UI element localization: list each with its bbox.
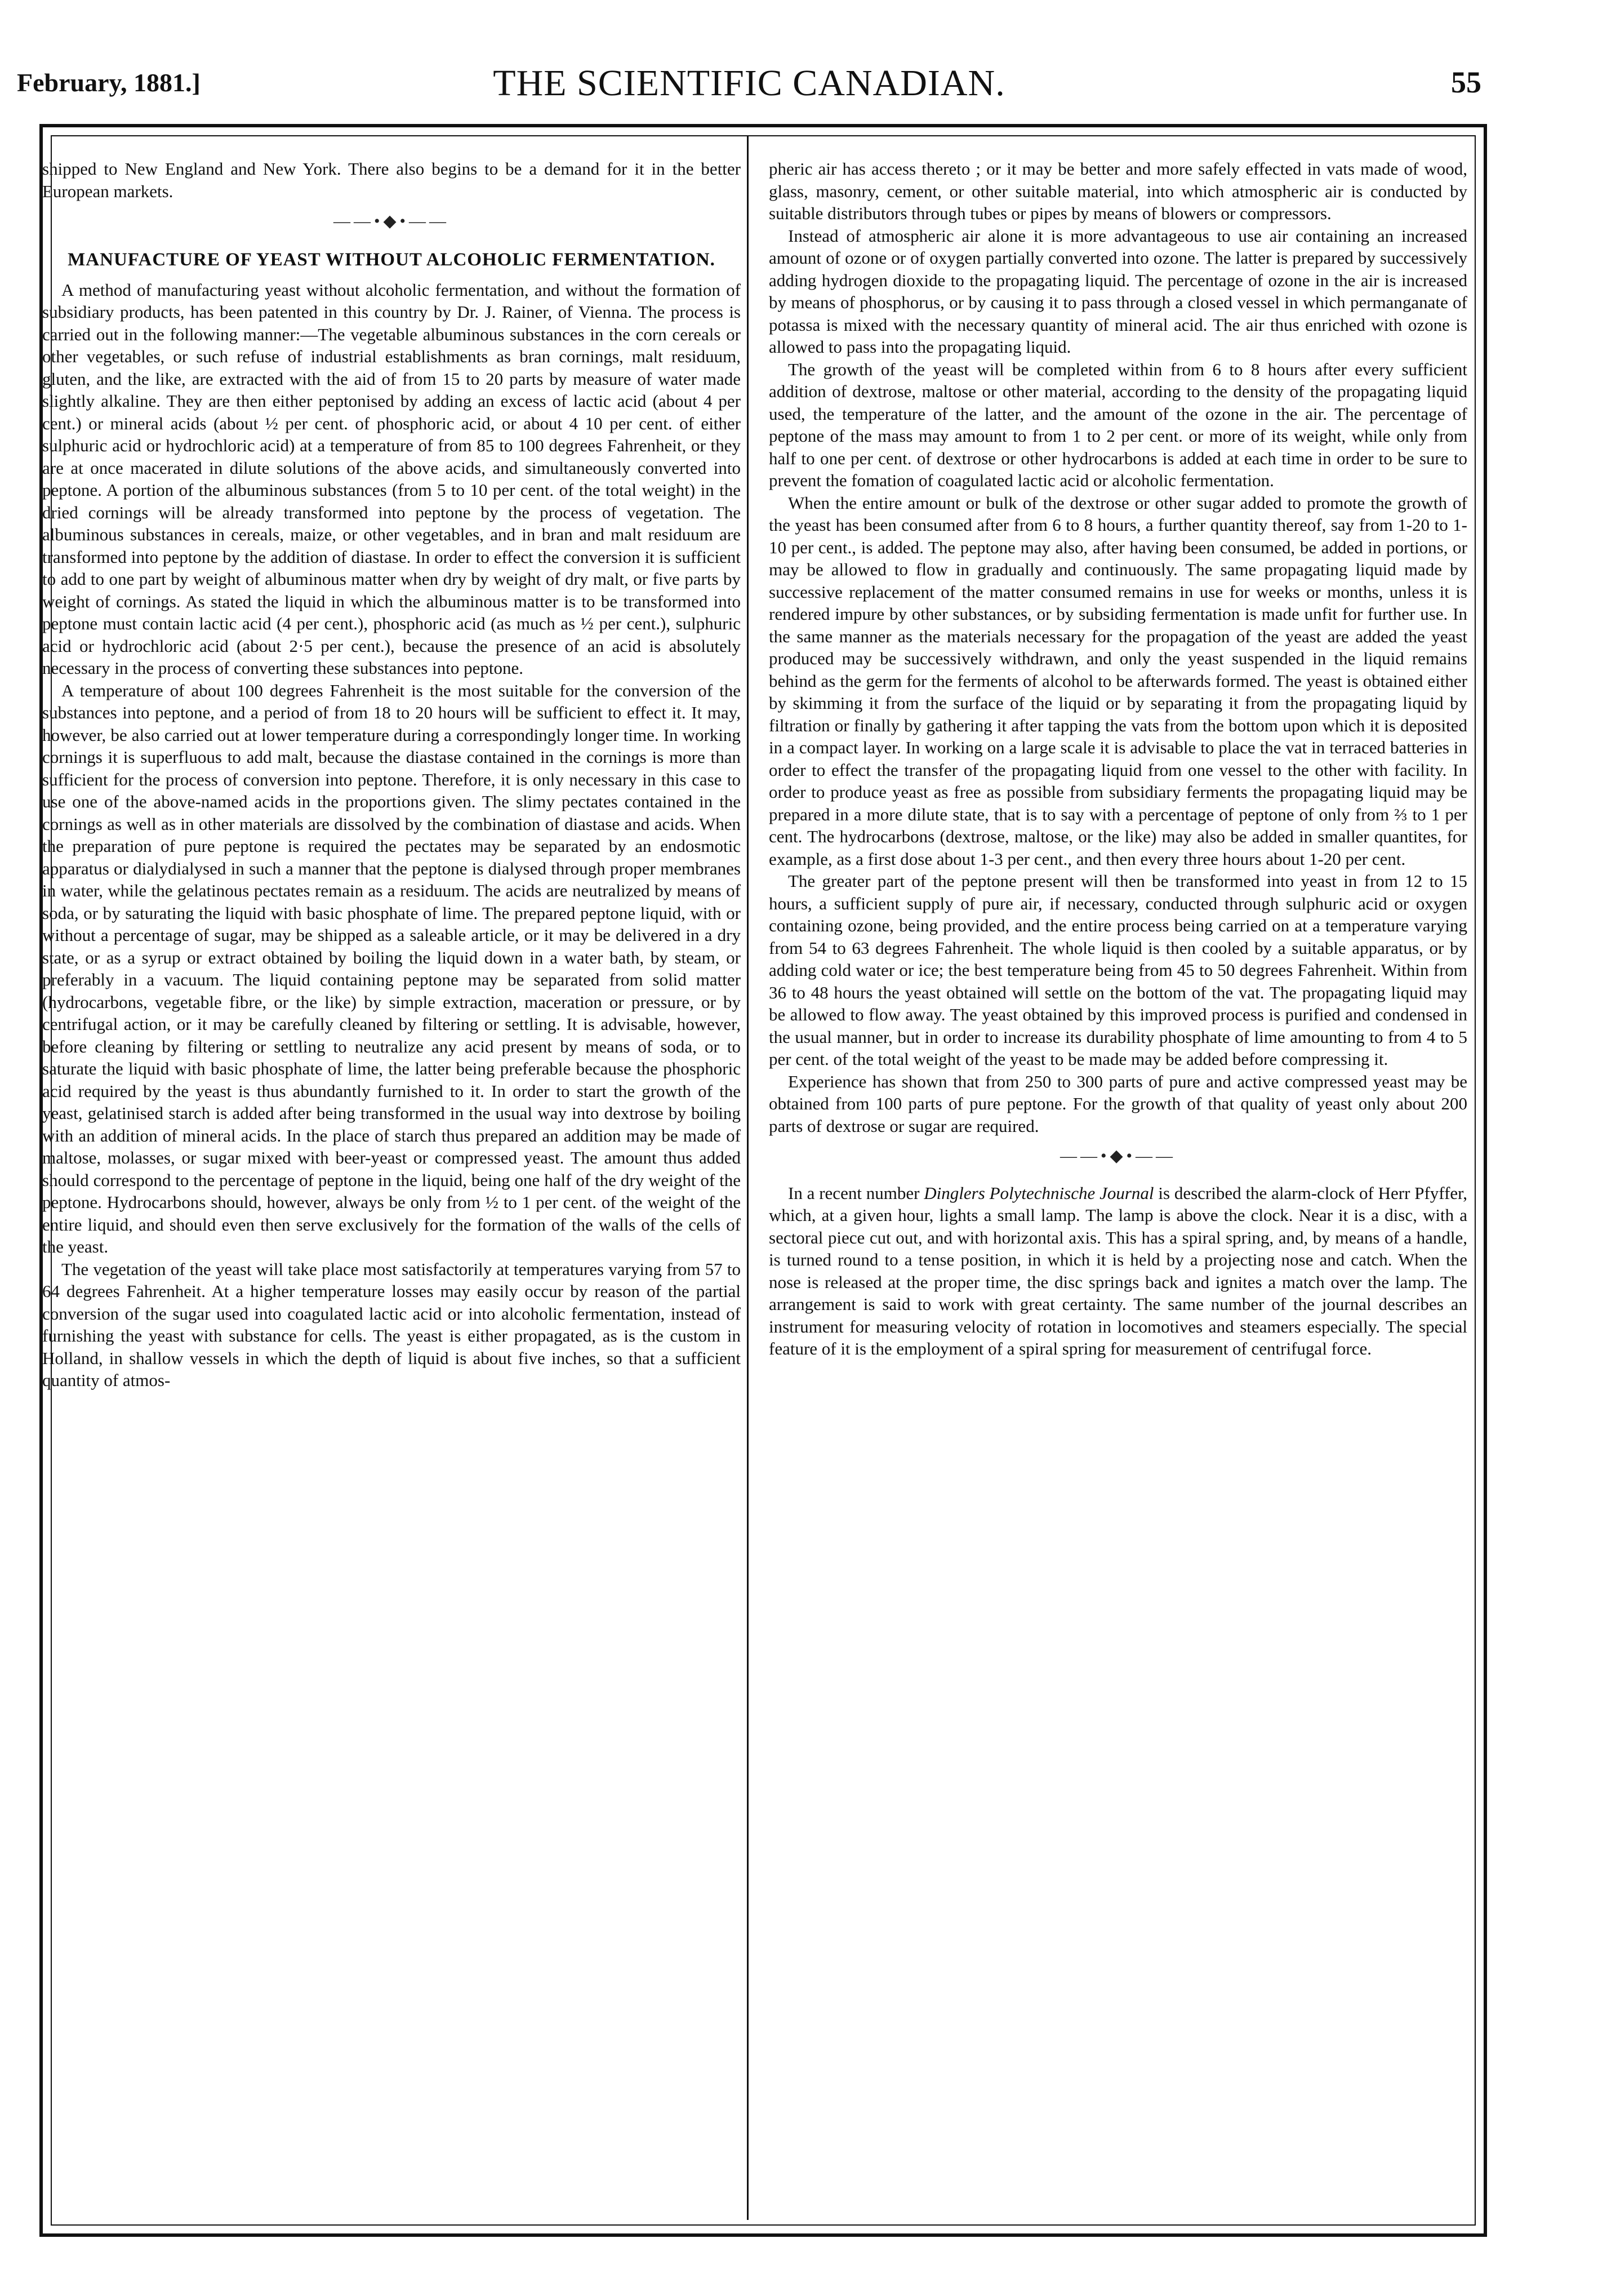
article-paragraph: A method of manufacturing yeast without alcoholic fermentation, and without the formation of subsidiary products, has been patented in this country by Dr. J. Rainer, of Vienna. The process is carried out in the following manner:—The vegetable albuminous substances in the corn cereals or other vegetables, or such refuse of industrial establishments as bran cornings, malt residuum, gluten, and the like, are extracted with the aid of from 15 to 20 parts by measure of water made slightly alkaline. They are then either peptonised by adding an excess of lactic acid (about 4 per cent.) or mineral acids (about ½ per cent. of phosphoric acid, or about 4 10 per cent. of either sulphuric acid or hydrochloric acid) at a temperature of from 85 to 100 degrees Fahrenheit, or they are at once macerated in dilute solutions of the above acids, and simultaneously converted into peptone. A portion of the albuminous substances (from 5 to 10 per cent. of the total weight) in the dried cornings will be already transformed into peptone by the process of vegetation. The albuminous substances in cereals, maize, or other vegetables, and in bran and malt residuum are transformed into peptone by the addition of diastase. In order to effect the conversion it is sufficient to add to one part by weight of albuminous matter when dry by weight of dry malt, or five parts by weight of cornings. As stated the liquid in which the albuminous matter is to be transformed into peptone must contain lactic acid (4 per cent.), phosphoric acid (as much as ½ per cent.), sulphuric acid or hydrochloric acid (about 2·5 per cent.), because the presence of an acid is absolutely necessary in the process of converting these substances into peptone. xyxy=(42,279,741,678)
left-column xyxy=(42,158,741,2220)
clock-article-text: is described the alarm-clock of Herr Pfyffer, which, at a given hour, lights a small lamp. The lamp is above the clock. Near it is a disc, with a sectoral piece cut out, and with horizontal axis. This has a spiral spring, and, by means of a handle, is turned round to a tense position, in which it is held by a projecting nose and catch. When the nose is released at the proper time, the disc springs back and ignites a match over the lamp. The arrangement is said to work with great certainty. The same number of the journal describes an instrument for measuring velocity of rotation in locomotives and steamers especially. The special feature of it is the employment of a spiral spring for measurement of centrifugal force. xyxy=(769,1183,1467,1358)
article-paragraph: pheric air has access thereto ; or it may be better and more safely effected in vats made of wood, glass, masonry, cement, or other suitable material, into which atmospheric air is conducted by suitable distributors through tubes or pipes by means of blowers or compressors. xyxy=(769,159,1467,223)
continued-paragraph: shipped to New England and New York. There also begins to be a demand for it in the better European markets. xyxy=(42,159,741,201)
article-paragraph: The growth of the yeast will be completed within from 6 to 8 hours after every sufficient addition of dextrose, maltose or other material, according to the density of the propagating liquid used, the temperature of the latter, and the amount of the ozone in the air. The percentage of peptone of the mass may amount to from 1 to 2 per cent. or more of its weight, while only from half to one per cent. of dextrose or other hydrocarbons is added at each time in order to be sure to prevent the fomation of coagulated lactic acid or alcoholic fermentation. xyxy=(769,359,1467,490)
article-title: MANUFACTURE OF YEAST WITHOUT ALCOHOLIC FERMENTATION. xyxy=(68,249,715,270)
publication-title: THE SCIENTIFIC CANADIAN. xyxy=(493,63,1005,104)
page-number: 55 xyxy=(1451,65,1481,99)
article-paragraph: A temperature of about 100 degrees Fahrenheit is the most suitable for the conversion of the substances into peptone, and a period of from 18 to 20 hours will be sufficient to effect it. It may, however, be also carried out at lower temperature during a correspondingly longer time. In working cornings it is superfluous to add malt, because the diastase contained in the cornings is more than sufficient for the process of conversion into peptone. Therefore, it is only necessary in this case to use one of the above-named acids in the proportions given. The slimy pectates contained in the cornings as well as in other materials are dissolved by the combination of diastase and acids. When the preparation of pure peptone is required the pectates may be separated by an endosmotic apparatus or dialydialysed in such a manner that the peptone is dialysed through proper membranes in water, while the gelatinous pectates remain as a residuum. The acids are neutralized by means of soda, or by saturating the liquid with basic phosphate of lime. The prepared peptone liquid, with or without a percentage of sugar, may be shipped as a saleable article, or it may be delivered in a dry state, or as a syrup or extract obtained by boiling the liquid down in a water bath, by steam, or preferably in a vacuum. The liquid containing peptone may be separated from solid matter (hydrocarbons, vegetable fibre, or the like) by simple extraction, maceration or pressure, or by centrifugal action, or it may be carefully cleaned by filtering or settling. It is advisable, however, before cleaning by filtering or settling to neutralize any acid present by means of soda, or to saturate the liquid with basic phosphate of lime, the latter being preferable because the phosphoric acid required by the yeast is thus abundantly furnished to it. In order to start the growth of the yeast, gelatinised starch is added after being transformed in the usual way into dextrose by boiling with an addition of mineral acids. In the place of starch thus prepared an addition may be made of maltose, molasses, or sugar mixed with beer-yeast or compressed yeast. The amount thus added should correspond to the percentage of peptone in the liquid, being one half of the dry weight of the peptone. Hydrocarbons should, however, always be only from ½ to 1 per cent. of the weight of the entire liquid, and should even then serve exclusively for the formation of the walls of the cells of the yeast. xyxy=(42,680,741,1256)
article-paragraph: Experience has shown that from 250 to 300 parts of pure and active compressed yeast may be obtained from 100 parts of pure peptone. For the growth of that quality of yeast only about 200 parts of dextrose or sugar are required. xyxy=(769,1071,1467,1136)
journal-name: Dinglers Polytechnische Journal xyxy=(924,1183,1154,1203)
clock-article-lead: In a recent number xyxy=(788,1183,924,1203)
right-column xyxy=(769,158,1467,2220)
article-paragraph: The vegetation of the yeast will take place most satisfactorily at temperatures varying from 57 to 64 degrees Fahrenheit. At a higher temperature losses may easily occur by reason of the partial conversion of the sugar used into coagulated lactic acid or into alcoholic fermentation, instead of furnishing the yeast with substance for cells. The yeast is either propagated, as is the custom in Holland, in shallow vessels in which the depth of liquid is about five inches, so that a sufficient quantity of atmos- xyxy=(42,1259,741,1390)
section-divider: ——•◆•—— xyxy=(1060,1147,1177,1165)
page-header xyxy=(17,56,1481,118)
section-divider: ——•◆•—— xyxy=(333,212,450,230)
article-paragraph: Instead of atmospheric air alone it is more advantageous to use air containing an increased amount of ozone or of oxygen partially converted into ozone. The latter is prepared by successively adding hydrogen dioxide to the propagating liquid. The percentage of ozone in the air is increased by means of phosphorus, or by causing it to pass through a closed vessel in which permanganate of potassa is mixed with the necessary quantity of mineral acid. The air thus enriched with ozone is allowed to pass into the propagating liquid. xyxy=(769,225,1467,357)
article-paragraph: When the entire amount or bulk of the dextrose or other sugar added to promote the growth of the yeast has been consumed after from 6 to 8 hours, a further quantity thereof, say from 1-20 to 1-10 per cent., is added. The peptone may also, after having been consumed, be added in portions, or may be allowed to flow in gradually and continuously. The same propagating liquid made by successive replacement of the matter consumed remains in use for weeks or months, unless it is rendered impure by other substances, or by subsiding fermentation is made unfit for further use. In the same manner as the materials necessary for the propagation of the yeast are added the yeast produced may be successively withdrawn, and only the yeast suspended in the liquid remains behind as the germ for the ferments of alcohol to be afterwards formed. The yeast is obtained either by skimming it from the surface of the liquid or by separating it from the propagating liquid by filtration or finally by gathering it after tapping the vats from the bottom upon which it is deposited in a compact layer. In working on a large scale it is advisable to place the vat in terraced batteries in order to effect the transfer of the propagating liquid from one vessel to the other with facility. In order to produce yeast as free as possible from subsidiary ferments the propagating liquid may be prepared in a more dilute state, that is to say with a percentage of peptone of only from ⅔ to 1 per cent. The hydrocarbons (dextrose, maltose, or the like) may also be added in smaller quantites, for example, as a first dose about 1-3 per cent., and then every three hours about 1-20 per cent. xyxy=(769,492,1467,869)
issue-date: February, 1881.] xyxy=(17,68,201,97)
column-divider xyxy=(747,135,749,2220)
clock-article-paragraph xyxy=(769,1182,1467,1360)
article-paragraph: The greater part of the peptone present will then be transformed into yeast in from 12 to 15 hours, a sufficient supply of pure air, if necessary, conducted through sulphuric acid or oxygen containing ozone, being provided, and the entire process being carried on at a temperature varying from 54 to 63 degrees Fahrenheit. The whole liquid is then cooled by a suitable apparatus, or by adding cold water or ice; the best temperature being from 45 to 50 degrees Fahrenheit. Within from 36 to 48 hours the yeast obtained will settle on the bottom of the vat. The propagating liquid may be allowed to flow away. The yeast obtained by this improved process is purified and condensed in the usual manner, but in order to increase its durability phosphate of lime amounting to from 4 to 5 per cent. of the total weight of the yeast to be made may be added before compressing it. xyxy=(769,871,1467,1069)
